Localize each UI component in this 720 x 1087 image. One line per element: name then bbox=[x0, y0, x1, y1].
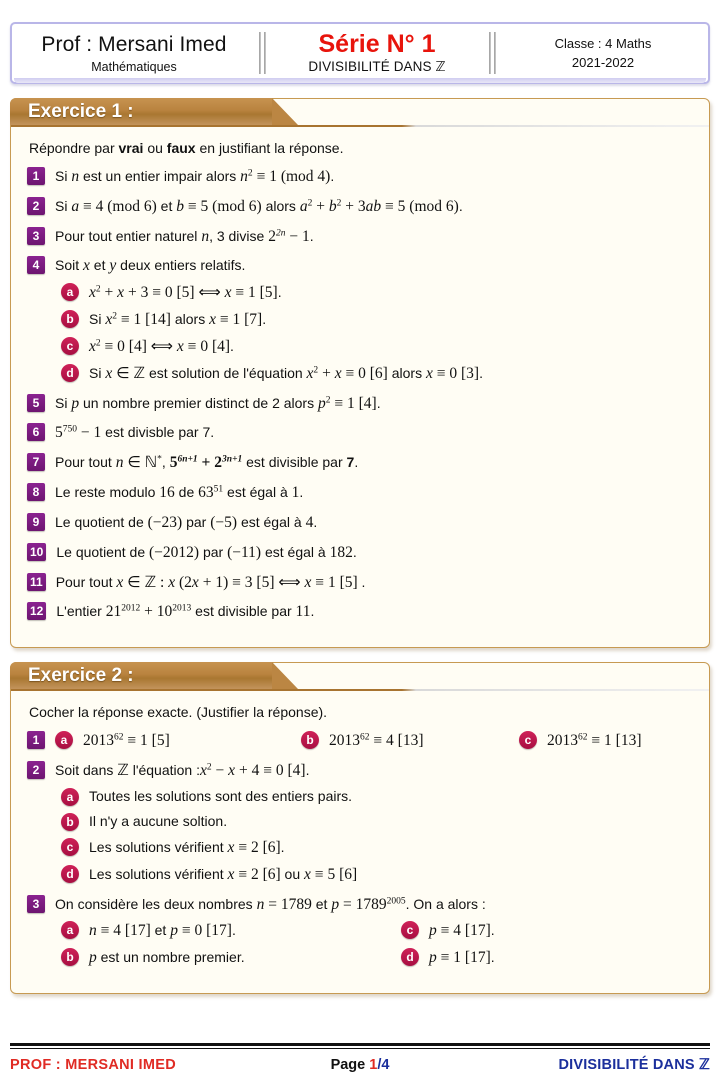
list-item[interactable] bbox=[27, 255, 693, 276]
option-text: 2013$^{62}$ ≡ 4 [13] bbox=[329, 732, 424, 750]
item-number-badge: 10 bbox=[27, 543, 46, 561]
option-c[interactable] bbox=[401, 920, 693, 941]
item-letter-badge: a bbox=[61, 788, 79, 806]
list-item[interactable] bbox=[61, 837, 693, 858]
list-item[interactable] bbox=[61, 812, 693, 831]
option-row bbox=[61, 920, 693, 947]
item-text: Pour tout entier naturel n, 3 divise $2^{2n} - 1$. bbox=[55, 227, 314, 245]
item-number-badge: 11 bbox=[27, 573, 46, 591]
teacher-subject: Mathématiques bbox=[91, 59, 177, 74]
exercise-1-body bbox=[11, 125, 709, 647]
option-b[interactable] bbox=[301, 730, 519, 751]
item-text: Le quotient de (−23) par (−5) est égal à 4. bbox=[55, 513, 318, 531]
instruction-prefix: Répondre par bbox=[29, 140, 119, 156]
header-class-block bbox=[498, 24, 708, 82]
item-text: $x^2 + x + 3 \equiv 0$ [5] ⟺ x ≡ 1 [5]. bbox=[89, 284, 282, 302]
option-row bbox=[55, 730, 693, 751]
page-footer bbox=[10, 1043, 710, 1073]
list-item[interactable] bbox=[27, 894, 693, 915]
option-a[interactable] bbox=[61, 920, 401, 941]
option-text: n ≡ 4 [17] et p ≡ 0 [17]. bbox=[89, 922, 236, 940]
list-item[interactable] bbox=[27, 482, 693, 503]
list-item[interactable] bbox=[61, 309, 693, 330]
footer-topic: DIVISIBILITÉ DANS ℤ bbox=[558, 1057, 710, 1073]
item-number-badge: 1 bbox=[27, 731, 45, 749]
item-number-badge: 3 bbox=[27, 895, 45, 913]
exercise-2-box bbox=[10, 662, 710, 994]
item-4-sublist bbox=[61, 282, 693, 383]
option-text: Toutes les solutions sont des entiers pairs. bbox=[89, 787, 353, 804]
item-number-badge: 8 bbox=[27, 483, 45, 501]
item-letter-badge: c bbox=[61, 337, 79, 355]
item-text: Le quotient de (−2012) par (−11) est égal à 182. bbox=[56, 543, 357, 561]
item-letter-badge: c bbox=[61, 838, 79, 856]
header-divider-left bbox=[256, 24, 268, 82]
header-teacher-block bbox=[12, 24, 256, 82]
list-item[interactable] bbox=[27, 226, 693, 247]
list-item[interactable] bbox=[61, 282, 693, 303]
exercise-1-box bbox=[10, 98, 710, 648]
q3-options bbox=[61, 920, 693, 977]
instruction-mid: ou bbox=[143, 140, 167, 156]
option-text: p ≡ 4 [17]. bbox=[429, 922, 495, 940]
class-label: Classe : 4 Maths bbox=[554, 35, 652, 51]
instruction-faux: faux bbox=[166, 140, 196, 156]
list-item[interactable] bbox=[27, 166, 693, 187]
item-letter-badge: a bbox=[55, 731, 73, 749]
option-row bbox=[61, 947, 693, 977]
q2-options bbox=[61, 787, 693, 885]
exercise-1-banner: Exercice 1 : bbox=[10, 98, 272, 125]
item-letter-badge: b bbox=[61, 813, 79, 831]
list-item[interactable] bbox=[27, 196, 693, 217]
option-text: Il n'y a aucune soltion. bbox=[89, 812, 228, 829]
item-text: Pour tout x ∈ ℤ : x (2x + 1) ≡ 3 [5] ⟺ x ≡ 1 [5] . bbox=[55, 573, 366, 591]
list-item[interactable] bbox=[27, 393, 693, 414]
list-item[interactable] bbox=[27, 542, 693, 563]
option-d[interactable] bbox=[401, 947, 693, 968]
page-subtitle: DIVISIBILITÉ DANS ℤ bbox=[308, 59, 446, 75]
item-text: Si x ∈ ℤ est solution de l'équation $x^2 + x \equiv 0$ [6] alors x ≡ 0 [3]. bbox=[89, 364, 483, 382]
page-label: Page bbox=[330, 1057, 370, 1073]
footer-page-indicator bbox=[260, 1057, 460, 1073]
header-divider-right bbox=[486, 24, 498, 82]
header-title-block bbox=[268, 24, 486, 82]
option-text: 2013$^{62}$ ≡ 1 [5] bbox=[83, 732, 170, 750]
item-text: Soit x et y deux entiers relatifs. bbox=[55, 257, 246, 275]
instruction-vrai: vrai bbox=[118, 140, 144, 156]
list-item[interactable] bbox=[27, 572, 693, 593]
page-number: 1 bbox=[369, 1057, 378, 1073]
exercise-2-banner: Exercice 2 : bbox=[10, 662, 272, 689]
option-b[interactable] bbox=[61, 947, 401, 968]
item-letter-badge: b bbox=[61, 948, 79, 966]
teacher-name: Prof : Mersani Imed bbox=[41, 32, 227, 56]
item-number-badge: 12 bbox=[27, 602, 46, 620]
list-item[interactable] bbox=[61, 864, 693, 885]
instruction-suffix: en justifiant la réponse. bbox=[195, 140, 344, 156]
item-number-badge: 1 bbox=[27, 167, 45, 185]
exercise-2-body bbox=[11, 689, 709, 993]
list-item[interactable] bbox=[27, 730, 693, 751]
item-number-badge: 2 bbox=[27, 761, 45, 779]
footer-divider bbox=[10, 1043, 710, 1049]
list-item[interactable] bbox=[27, 760, 693, 781]
option-text: 2013$^{62}$ ≡ 1 [13] bbox=[547, 732, 642, 750]
item-letter-badge: d bbox=[61, 865, 79, 883]
item-number-badge: 6 bbox=[27, 423, 45, 441]
page-total: /4 bbox=[377, 1057, 390, 1073]
option-text: Les solutions vérifient x ≡ 2 [6]. bbox=[89, 838, 285, 856]
item-text: Pour tout n ∈ ℕ*, $5^{6n+1} + 2^{3n+1}$ est divisible par 7. bbox=[55, 454, 359, 472]
item-text: Soit dans ℤ l'équation $:x^2 - x + 4 \equiv 0$ [4]. bbox=[55, 762, 310, 780]
option-text: p ≡ 1 [17]. bbox=[429, 949, 495, 967]
exercise-2-instruction: Cocher la réponse exacte. (Justifier la réponse). bbox=[29, 704, 328, 721]
item-number-badge: 9 bbox=[27, 513, 45, 531]
option-a[interactable] bbox=[55, 730, 301, 751]
page-title: Série N° 1 bbox=[318, 29, 436, 58]
list-item[interactable] bbox=[27, 601, 693, 622]
item-letter-badge: c bbox=[519, 731, 537, 749]
list-item[interactable] bbox=[61, 336, 693, 357]
item-text: Si a ≡ 4 (mod 6) et b ≡ 5 (mod 6) alors $a^2 + b^2 + 3ab \equiv 5$ (mod 6). bbox=[55, 197, 463, 215]
item-letter-badge: a bbox=[61, 921, 79, 939]
item-letter-badge: b bbox=[61, 310, 79, 328]
list-item[interactable] bbox=[61, 787, 693, 806]
item-letter-badge: c bbox=[401, 921, 419, 939]
school-year: 2021-2022 bbox=[571, 55, 635, 70]
list-item[interactable] bbox=[27, 512, 693, 533]
item-text: $x^2 \equiv 0$ [4] ⟺ x ≡ 0 [4]. bbox=[89, 337, 234, 355]
item-letter-badge: b bbox=[301, 731, 319, 749]
item-text: Si p un nombre premier distinct de 2 alors $p^2 \equiv 1$ [4]. bbox=[55, 394, 381, 412]
item-letter-badge: d bbox=[61, 364, 79, 382]
item-text: Si n est un entier impair alors $n^2 \equiv 1$ (mod 4). bbox=[55, 168, 335, 185]
footer-row bbox=[10, 1057, 710, 1073]
option-text: p est un nombre premier. bbox=[89, 949, 245, 967]
document-header bbox=[10, 22, 710, 84]
item-letter-badge: a bbox=[61, 283, 79, 301]
list-item[interactable] bbox=[27, 452, 693, 473]
item-text: L'entier $21^{2012} + 10^{2013}$ est divisible par 11. bbox=[56, 603, 315, 621]
item-number-badge: 3 bbox=[27, 227, 45, 245]
item-number-badge: 7 bbox=[27, 453, 45, 471]
list-item[interactable] bbox=[27, 422, 693, 443]
worksheet-page bbox=[0, 22, 720, 1087]
item-text: Le reste modulo 16 de $63^{51}$ est égal à 1. bbox=[55, 484, 304, 502]
item-text: $5^{750} - 1$ est divisble par 7. bbox=[55, 424, 215, 442]
footer-teacher: PROF : MERSANI IMED bbox=[10, 1057, 177, 1073]
option-c[interactable] bbox=[519, 730, 693, 751]
item-number-badge: 2 bbox=[27, 197, 45, 215]
item-text: On considère les deux nombres n = 1789 et $p = 1789^{2005}$. On a alors : bbox=[55, 895, 486, 913]
exercise-1-instruction bbox=[29, 140, 693, 156]
item-number-badge: 5 bbox=[27, 394, 45, 412]
option-text: Les solutions vérifient x ≡ 2 [6] ou x ≡ 5 [6] bbox=[89, 865, 358, 883]
item-text: Si $x^2 \equiv 1$ [14] alors x ≡ 1 [7]. bbox=[89, 311, 267, 329]
item-number-badge: 4 bbox=[27, 256, 45, 274]
item-letter-badge: d bbox=[401, 948, 419, 966]
list-item[interactable] bbox=[61, 363, 693, 384]
